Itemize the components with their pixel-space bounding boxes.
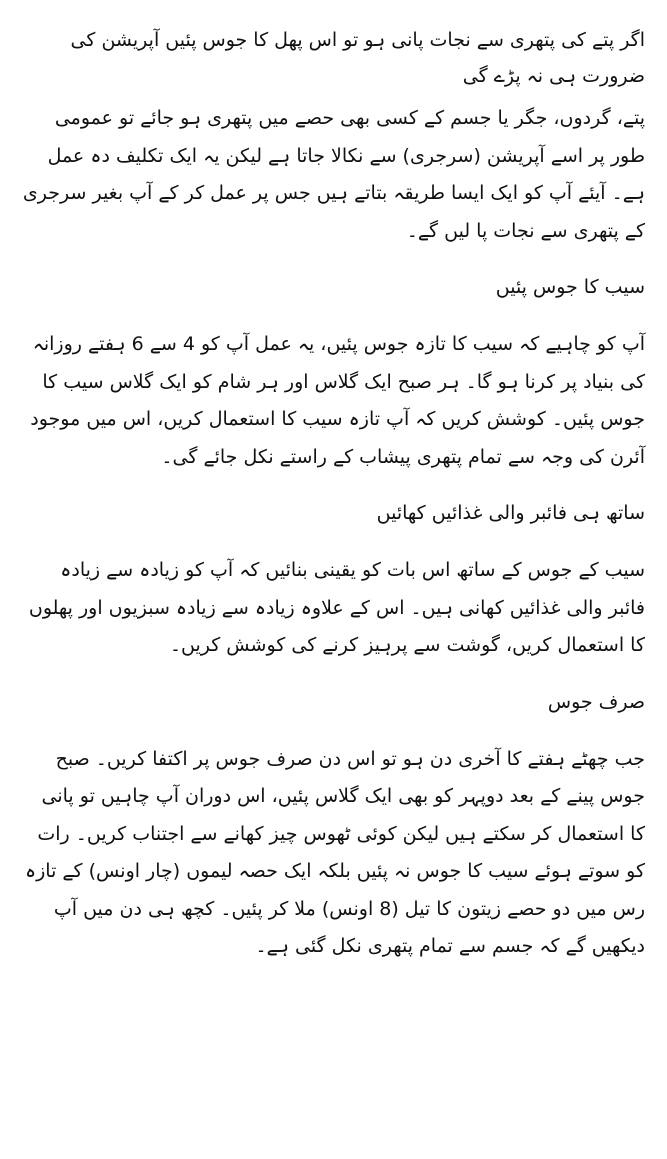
intro-paragraph: پتے، گردوں، جگر یا جسم کے کسی بھی حصے میں پتھری ہو جائے تو عمومی طور پر اسے آپریشن (سرجری) سے نکالا جاتا ہے لیکن یہ ایک تکلیف دہ عمل ہے۔ آیئے آپ کو ایک ایسا طریقہ بتاتے ہیں جس پر عمل کر کے آپ بغیر سرجری کے پتھری سے نجات پا لیں گے۔ bbox=[22, 107, 645, 242]
section-heading-fiber-foods: ساتھ ہی فائبر والی غذائیں کھائیں bbox=[376, 502, 645, 524]
section-heading-only-juice: صرف جوس bbox=[547, 690, 645, 713]
article-title: اگر پتے کی پتھری سے نجات پانی ہو تو اس پھل کا جوس پئیں آپریشن کی ضرورت ہی نہ پڑے گی bbox=[70, 29, 645, 87]
section-heading-apple-juice: سیب کا جوس پئیں bbox=[495, 276, 645, 298]
section-body-fiber-foods: سیب کے جوس کے ساتھ اس بات کو یقینی بنائیں کہ آپ کو زیادہ سے زیادہ فائبر والی غذائیں کھانی ہیں۔ اس کے علاوہ زیادہ سے زیادہ سبزیوں اور پھلوں کا استعمال کریں، گوشت سے پرہیز کرنے کی کوشش کریں۔ bbox=[28, 559, 645, 656]
section-body-only-juice: جب چھٹے ہفتے کا آخری دن ہو تو اس دن صرف جوس پر اکتفا کریں۔ صبح جوس پینے کے بعد دوپہر کو بھی ایک گلاس پئیں، اس دوران آپ چاہیں تو پانی کا استعمال کر سکتے ہیں لیکن کوئی ٹھوس چیز کھانے سے اجتناب کریں۔ رات کو سوتے ہوئے سیب کا جوس نہ پئیں بلکہ ایک حصہ لیموں (چار اونس) کے تازہ رس میں دو حصے زیتون کا تیل (8 اونس) ملا کر پئیں۔ کچھ ہی دن میں آپ دیکھیں گے کہ جسم سے تمام پتھری نکل گئی ہے۔ bbox=[25, 747, 645, 957]
section-body-apple-juice: آپ کو چاہیے کہ سیب کا تازہ جوس پئیں، یہ عمل آپ کو 4 سے 6 ہفتے روزانہ کی بنیاد پر کرنا ہو گا۔ ہر صبح ایک گلاس اور ہر شام کو ایک گلاس سیب کا جوس پئیں۔ کوشش کریں کہ آپ تازہ سیب کا استعمال کریں، اس میں موجود آئرن کی وجہ سے تمام پتھری پیشاب کے راستے نکل جائے گی۔ bbox=[30, 333, 645, 468]
